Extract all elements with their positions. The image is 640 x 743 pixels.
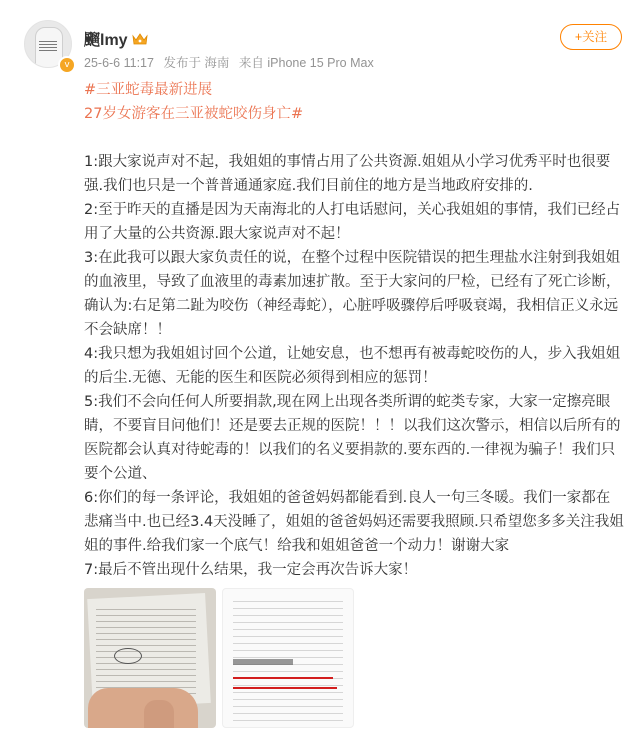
crown-icon xyxy=(132,32,148,46)
verified-badge-icon: v xyxy=(58,56,76,74)
paragraph-4: 4:我只想为我姐姐讨回个公道，让她安息，也不想再有被毒蛇咬伤的人，步入我姐姐的后尘.无德、无能的医生和医院必须得到相应的惩罚！ xyxy=(84,346,621,386)
image-thumbnail-1[interactable] xyxy=(84,588,216,728)
hand-image xyxy=(88,688,198,728)
red-underline-mark-2 xyxy=(233,687,337,689)
post-content xyxy=(84,78,624,582)
paragraph-5: 5:我们不会向任何人所要捐款,现在网上出现各类所谓的蛇类专家，大家一定擦亮眼睛，不要盲目问他们！还是要去正规的医院！！！以我们这次警示，相信以后所有的医院都会认真对待蛇毒的！以我们的名义要捐款的.要东西的.一律视为骗子！我们只要个公道、 xyxy=(84,394,621,482)
finger-image xyxy=(144,700,174,728)
screenshot-heading xyxy=(233,659,293,665)
paragraph-7: 7:最后不管出现什么结果，我一定会再次告诉大家！ xyxy=(84,562,418,578)
post-date: 25-6-6 11:17 xyxy=(84,56,154,70)
image-thumbnail-2[interactable] xyxy=(222,588,354,728)
post-location: 发布于 海南 xyxy=(163,56,230,70)
username-row xyxy=(84,27,148,50)
post-meta xyxy=(84,53,380,71)
document-text-lines xyxy=(96,604,196,694)
paragraph-6: 6:你们的每一条评论，我姐姐的爸爸妈妈都能看到.良人一句三冬暖。我们一家都在悲痛当中.也已经3.4天没睡了，姐姐的爸爸妈妈还需要我照顾.只希望您多多关注我姐姐的事件.给我们家一个底气！给我和姐姐爸爸一个动力！谢谢大家 xyxy=(84,490,624,554)
paragraph-2: 2:至于昨天的直播是因为天南海北的人打电话慰问，关心我姐姐的事情，我们已经占用了大量的公共资源.跟大家说声对不起！ xyxy=(84,202,621,242)
avatar-shirt-print xyxy=(39,41,57,51)
username[interactable]: 飀lmy xyxy=(84,32,128,49)
pen-circle-mark xyxy=(114,648,142,664)
topic-link-2[interactable]: 27岁女游客在三亚被蛇咬伤身亡# xyxy=(84,106,304,122)
red-underline-mark xyxy=(233,677,333,679)
paragraph-1: 1:跟大家说声对不起，我姐姐的事情占用了公共资源.姐姐从小学习优秀平时也很要强.我们也只是一个普普通通家庭.我们目前住的地方是当地政府安排的. xyxy=(84,154,611,194)
follow-button[interactable]: +关注 xyxy=(560,24,622,50)
topic-link-1[interactable]: #三亚蛇毒最新进展 xyxy=(84,82,213,98)
post-source: 来自 iPhone 15 Pro Max xyxy=(238,56,374,70)
paragraph-3: 3:在此我可以跟大家负责任的说，在整个过程中医院错误的把生理盐水注射到我姐姐的血液里，导致了血液里的毒素加速扩散。至于大家问的尸检，已经有了死亡诊断，确认为:右足第二趾为咬伤（神经毒蛇），心脏呼吸骤停后呼吸衰竭，我相信正义永远不会缺席！！ xyxy=(84,250,621,338)
image-grid xyxy=(84,588,354,728)
